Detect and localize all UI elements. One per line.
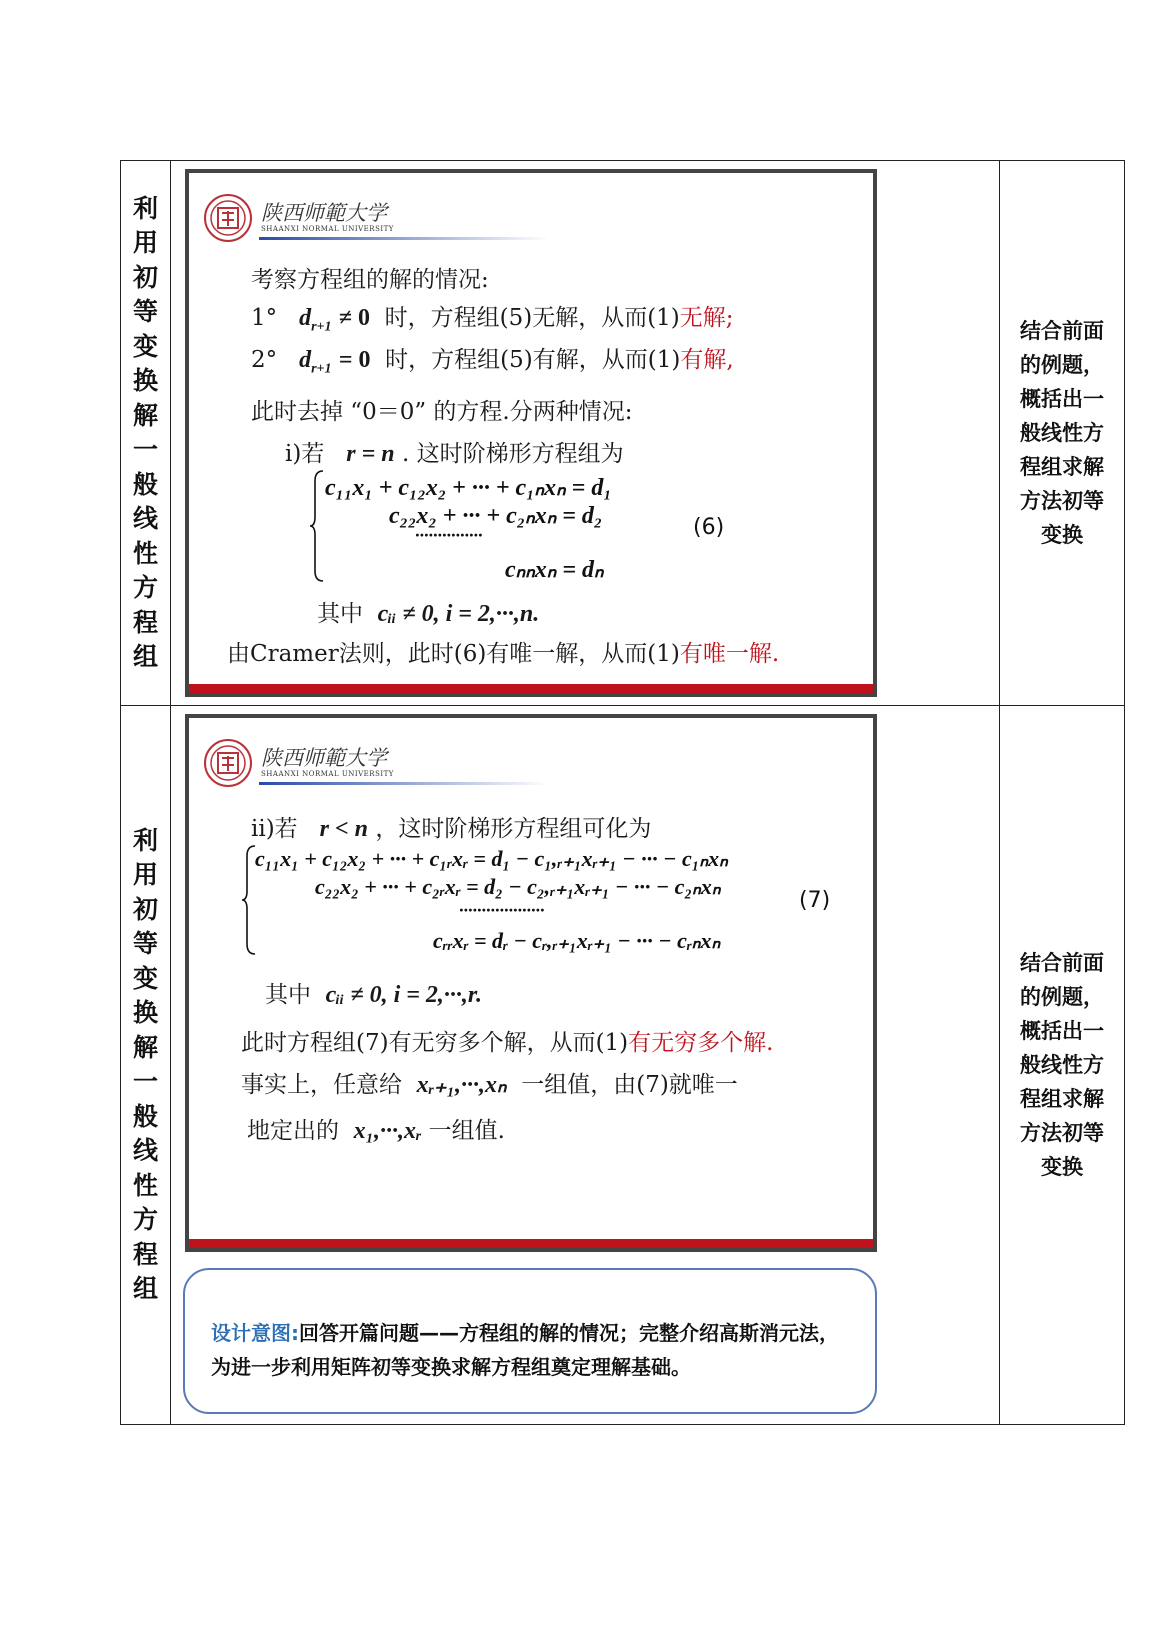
equation-number: (7) <box>799 888 831 913</box>
topic-text: 利用初等变换解一般线性方程组 <box>132 825 158 1303</box>
conclusion-line <box>241 1024 773 1057</box>
design-intent-box <box>183 1268 877 1414</box>
footer-bar <box>189 1239 873 1248</box>
slide-line <box>247 1112 505 1145</box>
conclusion-result: 有唯一解. <box>679 641 780 667</box>
content-cell <box>171 706 1000 1425</box>
header-rule <box>259 782 549 785</box>
note-cell <box>1000 161 1125 706</box>
equation-number: (6) <box>693 515 725 540</box>
slide-2 <box>185 714 877 1252</box>
note-text: 结合前面的例题，概括出一般线性方程组求解方法初等变换 <box>1020 319 1104 547</box>
conclusion-text: 此时方程组(7)有无穷多个解，从而(1) <box>241 1030 629 1056</box>
slide-line: 此时去掉 “0＝0” 的方程.分两种情况: <box>251 399 633 425</box>
where-line <box>317 595 539 628</box>
case-ii-line <box>251 810 651 843</box>
footer-bar <box>189 684 873 693</box>
math-condition: r = n <box>346 441 395 467</box>
math-expression: xᵣ₊₁,···,xₙ <box>416 1072 507 1098</box>
university-name-en: SHAANXI NORMAL UNIVERSITY <box>261 770 394 778</box>
slide-1 <box>185 169 877 697</box>
equation-row: cᵣᵣxᵣ = dᵣ − cᵣ,ᵣ₊₁xᵣ₊₁ − ··· − cᵣₙxₙ <box>433 928 721 953</box>
note-text: 结合前面的例题，概括出一般线性方程组求解方法初等变换 <box>1020 951 1104 1179</box>
university-name: 陕西师範大学 <box>261 201 387 225</box>
slide-text: 事实上，任意给 <box>241 1072 402 1098</box>
slide-text: 一组值，由(7)就唯一 <box>521 1072 738 1098</box>
where-expression: cᵢᵢ ≠ 0, i = 2,···,r. <box>325 982 482 1008</box>
case-i-line <box>285 435 624 468</box>
slide-text: 一组值. <box>428 1118 505 1144</box>
case-text: 时，方程组(5)有解，从而(1) <box>385 347 681 373</box>
table-row <box>121 706 1125 1425</box>
where-label: 其中 <box>265 982 311 1008</box>
equation-row: c₂₂x₂ + ··· + c₂ᵣxᵣ = d₂ − c₂,ᵣ₊₁xᵣ₊₁ − ··· − c₂ₙxₙ <box>315 874 721 899</box>
equation-dots: ··················· <box>459 900 545 920</box>
equation-row: c₁₁x₁ + c₁₂x₂ + ··· + c₁ᵣxᵣ = d₁ − c₁,ᵣ₊₁xᵣ₊₁ − ··· − c₁ₙxₙ <box>255 846 728 871</box>
case-1-line <box>251 299 734 336</box>
slide-line <box>241 1066 738 1099</box>
left-brace-icon <box>309 469 325 583</box>
university-logo-icon <box>203 193 253 243</box>
case-result: 有解, <box>680 347 734 373</box>
case-text: ，这时阶梯形方程组可化为 <box>375 816 652 842</box>
university-name: 陕西师範大学 <box>261 746 387 770</box>
design-intent-label: 设计意图: <box>211 1321 299 1345</box>
math-symbol: d <box>299 305 312 331</box>
design-intent-text: 回答开篇问题——方程组的解的情况；完整介绍高斯消元法，为进一步利用矩阵初等变换求解方程组奠定理解基础。 <box>211 1321 839 1379</box>
math-relation: = 0 <box>338 347 371 373</box>
equation-row: c₂₂x₂ + ··· + c₂ₙxₙ = d₂ <box>389 503 603 529</box>
math-expression: x₁,···,xᵣ <box>353 1118 422 1144</box>
table-row <box>121 161 1125 706</box>
topic-cell <box>121 706 171 1425</box>
case-number: 2° <box>251 347 278 373</box>
topic-cell <box>121 161 171 706</box>
university-logo-icon <box>203 738 253 788</box>
case-label: i)若 <box>285 441 325 467</box>
math-subscript: r+1 <box>311 361 332 377</box>
math-relation: ≠ 0 <box>338 305 370 331</box>
math-condition: r < n <box>319 816 368 842</box>
conclusion-result: 有无穷多个解. <box>628 1030 774 1056</box>
case-text: 时，方程组(5)无解，从而(1) <box>384 305 680 331</box>
where-line <box>265 976 482 1009</box>
where-label: 其中 <box>317 601 363 627</box>
note-cell <box>1000 706 1125 1425</box>
case-number: 1° <box>251 305 278 331</box>
equation-row: c₁₁x₁ + c₁₂x₂ + ··· + c₁ₙxₙ = d₁ <box>325 475 612 501</box>
case-text: . 这时阶梯形方程组为 <box>401 441 624 467</box>
math-symbol: d <box>299 347 312 373</box>
lesson-plan-table <box>120 160 1125 1425</box>
header-rule <box>259 237 549 240</box>
where-expression: cᵢᵢ ≠ 0, i = 2,···,n. <box>377 601 540 627</box>
topic-text: 利用初等变换解一般线性方程组 <box>132 193 158 671</box>
slide-text: 地定出的 <box>247 1118 339 1144</box>
conclusion-line <box>227 635 779 668</box>
slide-line: 考察方程组的解的情况: <box>251 267 489 293</box>
case-result: 无解; <box>679 305 734 331</box>
case-2-line <box>251 341 734 378</box>
university-name-en: SHAANXI NORMAL UNIVERSITY <box>261 225 394 233</box>
case-label: ii)若 <box>251 816 298 842</box>
equation-row: cₙₙxₙ = dₙ <box>505 557 604 583</box>
conclusion-text: 由Cramer法则，此时(6)有唯一解，从而(1) <box>227 641 680 667</box>
content-cell <box>171 161 1000 706</box>
equation-dots: ··············· <box>415 525 483 545</box>
math-subscript: r+1 <box>311 319 332 335</box>
